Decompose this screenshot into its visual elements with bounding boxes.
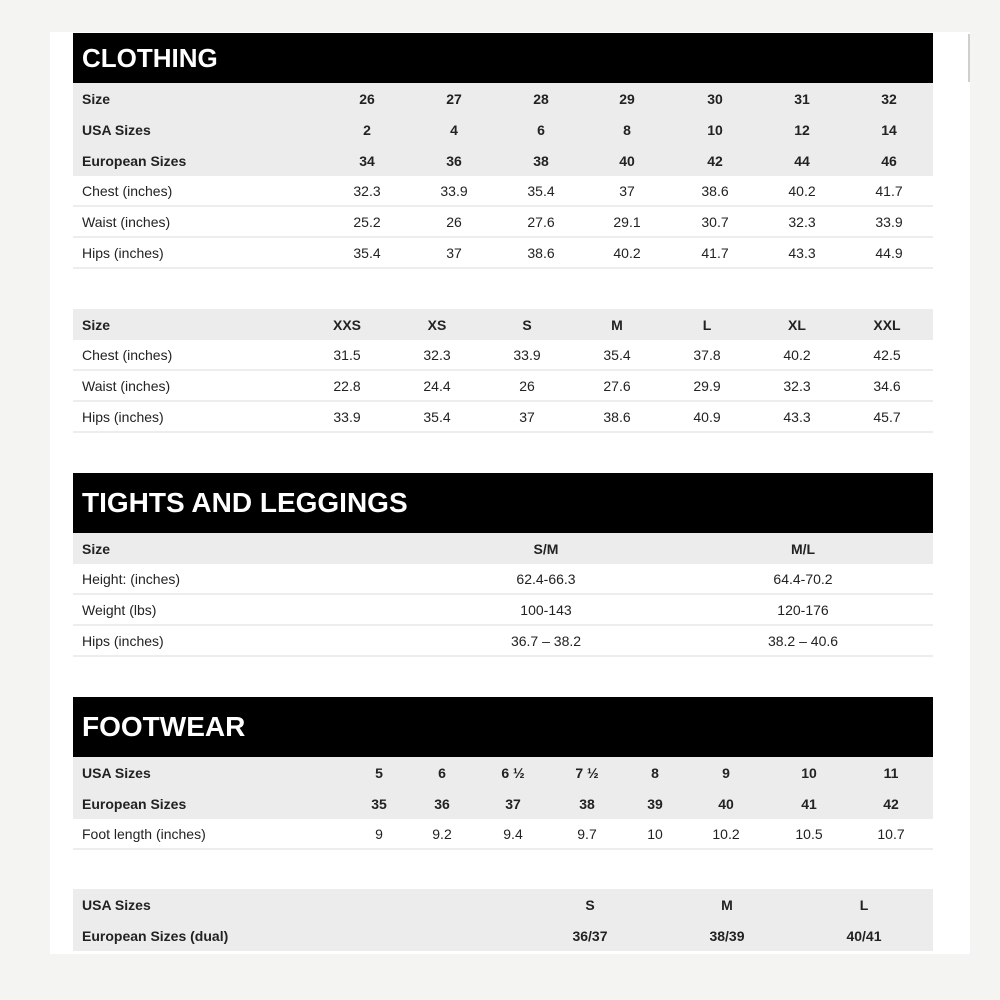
table-cell: 28 [533, 90, 549, 107]
table-row [73, 176, 933, 207]
row-label: USA Sizes [82, 764, 151, 781]
table-cell: 22.8 [333, 377, 361, 394]
table-cell: 34.6 [873, 377, 901, 394]
table-row [73, 819, 933, 850]
table-cell: 27.6 [603, 377, 631, 394]
table-cell: 38/39 [709, 927, 745, 944]
table-cell: 10.5 [795, 825, 823, 842]
table-cell: 32.3 [788, 213, 816, 230]
table-cell: XXL [873, 316, 901, 333]
table-cell: 6 ½ [501, 764, 525, 781]
table-cell: 46 [881, 152, 897, 169]
row-label: Waist (inches) [82, 213, 171, 230]
clothing-numeric-table [73, 83, 933, 269]
table-cell: 36.7 – 38.2 [510, 632, 582, 649]
table-cell: 40 [718, 795, 734, 812]
table-cell: 42 [707, 152, 723, 169]
table-cell: 41 [801, 795, 817, 812]
table-cell: 8 [651, 764, 659, 781]
table-row [73, 114, 933, 145]
row-label: USA Sizes [82, 121, 151, 138]
table-cell: 30 [707, 90, 723, 107]
row-label: Waist (inches) [82, 377, 171, 394]
table-row [73, 533, 933, 564]
table-row [73, 626, 933, 657]
clothing-letter-table [73, 309, 933, 433]
table-row [73, 920, 933, 951]
table-row [73, 145, 933, 176]
table-cell: 64.4-70.2 [773, 570, 833, 587]
table-cell: 35 [371, 795, 387, 812]
table-cell: 30.7 [701, 213, 729, 230]
table-row [73, 340, 933, 371]
table-cell: 9.7 [577, 825, 597, 842]
table-cell: 29.9 [693, 377, 721, 394]
table-cell: 35.4 [423, 408, 451, 425]
table-cell: 37.8 [693, 346, 721, 363]
table-cell: L [702, 316, 712, 333]
footwear-table [73, 757, 933, 850]
table-cell: 34 [359, 152, 375, 169]
table-cell: 38.6 [527, 244, 555, 261]
table-cell: M [721, 896, 733, 913]
row-label: European Sizes (dual) [82, 927, 229, 944]
tights-title: TIGHTS AND LEGGINGS [82, 487, 408, 518]
table-row [73, 371, 933, 402]
footwear-header [73, 697, 933, 757]
table-cell: 26 [359, 90, 375, 107]
table-cell: 36/37 [572, 927, 608, 944]
table-cell: 9 [722, 764, 730, 781]
table-cell: 120-176 [777, 601, 829, 618]
row-label: Chest (inches) [82, 182, 173, 199]
table-row [73, 207, 933, 238]
table-cell: 100-143 [520, 601, 572, 618]
table-cell: 6 [438, 764, 446, 781]
table-cell: 33.9 [440, 182, 468, 199]
footwear-dual-table [73, 889, 933, 951]
table-cell: 38 [533, 152, 549, 169]
row-label: European Sizes [82, 795, 187, 812]
table-cell: 26 [519, 377, 535, 394]
table-cell: 37 [446, 244, 462, 261]
table-cell: 43.3 [788, 244, 816, 261]
tights-table [73, 533, 933, 657]
table-cell: 9.4 [503, 825, 523, 842]
table-cell: 45.7 [873, 408, 901, 425]
table-row [73, 309, 933, 340]
table-row [73, 595, 933, 626]
row-label: European Sizes [82, 152, 187, 169]
table-cell: 40/41 [846, 927, 882, 944]
table-cell: 14 [881, 121, 897, 138]
table-cell: 31.5 [333, 346, 361, 363]
row-label: Hips (inches) [82, 408, 164, 425]
table-cell: 38 [579, 795, 595, 812]
table-cell: 12 [794, 121, 810, 138]
table-cell: 38.2 – 40.6 [767, 632, 839, 649]
table-cell: 32.3 [423, 346, 451, 363]
table-cell: 35.4 [603, 346, 631, 363]
table-cell: 9 [375, 825, 383, 842]
table-cell: 35.4 [527, 182, 555, 199]
table-cell: 41.7 [875, 182, 903, 199]
table-cell: XXS [332, 316, 361, 333]
table-cell: 31 [794, 90, 810, 107]
table-cell: 36 [446, 152, 462, 169]
table-cell: 26 [446, 213, 462, 230]
table-cell: 10.7 [877, 825, 905, 842]
table-cell: 62.4-66.3 [516, 570, 576, 587]
table-cell: 37 [619, 182, 635, 199]
table-cell: 41.7 [701, 244, 729, 261]
row-label: Size [82, 540, 111, 557]
table-cell: 32.3 [353, 182, 381, 199]
clothing-title: CLOTHING [82, 42, 218, 73]
table-cell: XL [788, 316, 806, 333]
table-cell: 2 [363, 121, 371, 138]
table-cell: 8 [623, 121, 631, 138]
table-cell: 10 [647, 825, 663, 842]
table-cell: 36 [434, 795, 450, 812]
table-cell: S [585, 896, 595, 913]
table-cell: 40.2 [783, 346, 811, 363]
table-cell: 38.6 [603, 408, 631, 425]
table-cell: 40.9 [693, 408, 721, 425]
table-cell: 37 [505, 795, 521, 812]
table-cell: XS [427, 316, 447, 333]
table-cell: 33.9 [875, 213, 903, 230]
footwear-title: FOOTWEAR [82, 711, 246, 742]
table-cell: 11 [883, 764, 899, 781]
table-cell: 44 [794, 152, 810, 169]
table-cell: 33.9 [513, 346, 541, 363]
table-cell: 42 [883, 795, 899, 812]
row-label: Foot length (inches) [82, 825, 206, 842]
table-row [73, 402, 933, 433]
row-label: Size [82, 316, 111, 333]
table-cell: M [611, 316, 623, 333]
table-row [73, 757, 933, 788]
table-cell: 4 [450, 121, 458, 138]
row-label: Hips (inches) [82, 244, 164, 261]
clothing-header [73, 33, 933, 83]
row-label: Weight (lbs) [82, 601, 157, 618]
table-cell: 38.6 [701, 182, 729, 199]
table-cell: 40 [619, 152, 635, 169]
table-cell: 25.2 [353, 213, 381, 230]
table-cell: 10.2 [712, 825, 740, 842]
table-row [73, 238, 933, 269]
table-cell: S [522, 316, 532, 333]
table-row [73, 788, 933, 819]
table-cell: 5 [375, 764, 383, 781]
table-cell: L [859, 896, 869, 913]
table-cell: 10 [707, 121, 723, 138]
tights-header [73, 473, 933, 533]
table-cell: 37 [519, 408, 535, 425]
table-row [73, 83, 933, 114]
table-cell: 10 [801, 764, 817, 781]
table-cell: S/M [533, 540, 559, 557]
table-cell: 43.3 [783, 408, 811, 425]
table-cell: 29.1 [613, 213, 641, 230]
table-cell: 9.2 [432, 825, 452, 842]
table-cell: 27.6 [527, 213, 555, 230]
table-row [73, 889, 933, 920]
table-cell: 7 ½ [575, 764, 599, 781]
table-cell: 42.5 [873, 346, 901, 363]
row-label: USA Sizes [82, 896, 151, 913]
table-row [73, 564, 933, 595]
table-cell: 24.4 [423, 377, 451, 394]
table-cell: M/L [790, 540, 816, 557]
table-cell: 27 [446, 90, 462, 107]
table-cell: 6 [537, 121, 545, 138]
table-cell: 40.2 [613, 244, 641, 261]
edge-mark [968, 34, 970, 82]
table-cell: 40.2 [788, 182, 816, 199]
table-cell: 33.9 [333, 408, 361, 425]
table-cell: 32.3 [783, 377, 811, 394]
table-cell: 35.4 [353, 244, 381, 261]
table-cell: 39 [647, 795, 663, 812]
row-label: Chest (inches) [82, 346, 173, 363]
row-label: Hips (inches) [82, 632, 164, 649]
table-cell: 29 [619, 90, 635, 107]
row-label: Size [82, 90, 111, 107]
row-label: Height: (inches) [82, 570, 181, 587]
table-cell: 44.9 [875, 244, 903, 261]
table-cell: 32 [881, 90, 897, 107]
